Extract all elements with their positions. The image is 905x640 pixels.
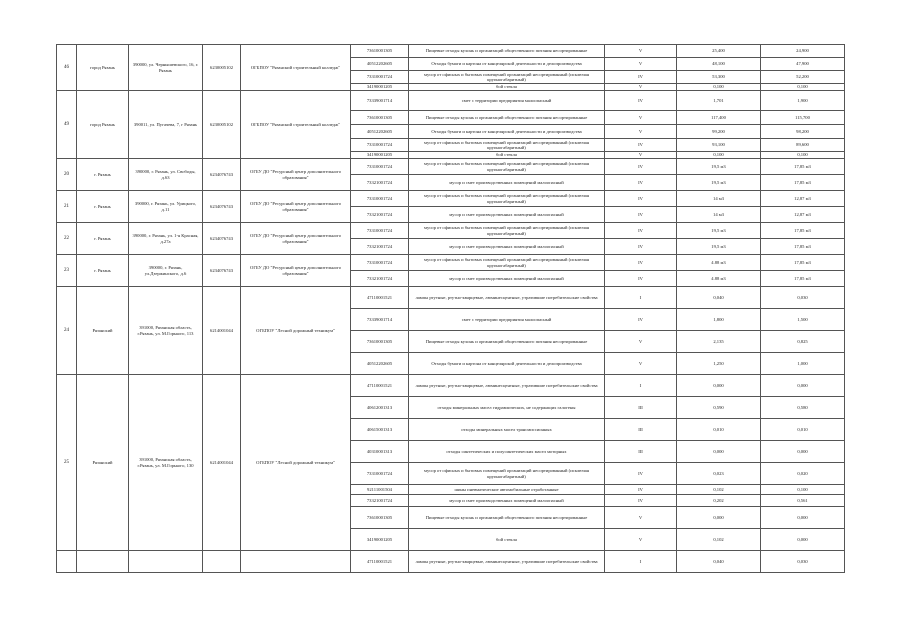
waste-code-cell: 73310001724 — [351, 463, 409, 485]
address-cell: 391000, Рязанская область, г.Рязань, ул. М.Горького, 130 — [129, 375, 203, 551]
hazard-class-cell: V — [605, 125, 677, 139]
table-row — [57, 255, 845, 271]
locality-cell: город Рязань — [77, 45, 129, 91]
entry-number-cell: 21 — [57, 191, 77, 223]
amount-2-cell: 115,700 — [761, 111, 845, 125]
waste-code-cell: 34190001205 — [351, 152, 409, 159]
amount-2-cell: 52,200 — [761, 71, 845, 84]
hazard-class-cell: V — [605, 58, 677, 71]
waste-name-cell: отходы минеральных масел гидравлических, не содержащих галогены — [409, 397, 605, 419]
entry-number-cell: 46 — [57, 45, 77, 91]
amount-1-cell: 0,000 — [677, 375, 761, 397]
waste-code-cell: 47110001521 — [351, 287, 409, 309]
amount-2-cell: 0,030 — [761, 287, 845, 309]
amount-2-cell: 47,900 — [761, 58, 845, 71]
address-cell — [129, 551, 203, 573]
waste-code-cell: 40615001313 — [351, 419, 409, 441]
waste-name-cell: смет с территории предприятия малоопасный — [409, 309, 605, 331]
amount-2-cell: 0,000 — [761, 529, 845, 551]
waste-code-cell: 40512202605 — [351, 58, 409, 71]
hazard-class-cell: III — [605, 441, 677, 463]
waste-code-cell: 73610001305 — [351, 507, 409, 529]
waste-code-cell: 47110001521 — [351, 551, 409, 573]
hazard-class-cell: IV — [605, 175, 677, 191]
waste-name-cell: мусор и смет производственных помещений малоопасный — [409, 207, 605, 223]
locality-cell: Рязанский — [77, 375, 129, 551]
amount-2-cell: 17,85 м3 — [761, 223, 845, 239]
inn-cell: 6230005102 — [203, 91, 241, 159]
entry-number-cell: 20 — [57, 159, 77, 191]
waste-name-cell: мусор и смет производственных помещений малоопасный — [409, 271, 605, 287]
waste-code-cell: 73310001724 — [351, 139, 409, 152]
address-cell: 390000, ул. Чернышевского, 16, г. Рязань — [129, 45, 203, 91]
table-row — [57, 551, 845, 573]
waste-code-cell: 73339001714 — [351, 91, 409, 111]
waste-name-cell: смет с территории предприятия малоопасный — [409, 91, 605, 111]
inn-cell — [203, 551, 241, 573]
waste-code-cell: 73321001724 — [351, 239, 409, 255]
organization-cell: ОГБУ ДО "Ресурсный центр дополнительного образования" — [241, 223, 351, 255]
inn-cell: 6214001044 — [203, 375, 241, 551]
waste-code-cell: 73610001305 — [351, 331, 409, 353]
amount-1-cell: 0,023 — [677, 463, 761, 485]
address-cell: 390000, г. Рязань, ул.Дзержинского, д.6 — [129, 255, 203, 287]
amount-2-cell: 0,100 — [761, 152, 845, 159]
amount-2-cell: 0,580 — [761, 397, 845, 419]
table-row — [57, 375, 845, 397]
hazard-class-cell: V — [605, 331, 677, 353]
amount-1-cell: 25,400 — [677, 45, 761, 58]
amount-1-cell: 0,202 — [677, 495, 761, 507]
amount-1-cell: 0,000 — [677, 441, 761, 463]
amount-2-cell: 0,030 — [761, 551, 845, 573]
amount-1-cell: 19,5 м3 — [677, 175, 761, 191]
inn-cell: 6230005102 — [203, 45, 241, 91]
organization-cell: ОГБПОУ "Рязанский строительный колледж" — [241, 91, 351, 159]
amount-1-cell: 0,040 — [677, 287, 761, 309]
hazard-class-cell: I — [605, 287, 677, 309]
amount-2-cell: 0,825 — [761, 331, 845, 353]
amount-1-cell: 117,400 — [677, 111, 761, 125]
waste-name-cell: отходы минеральных масел трансмиссионных — [409, 419, 605, 441]
amount-1-cell: 4.88 м3 — [677, 271, 761, 287]
address-cell: 390000, г. Рязань, ул. Урицкого, д.11 — [129, 191, 203, 223]
amount-2-cell: 0,020 — [761, 463, 845, 485]
hazard-class-cell: IV — [605, 91, 677, 111]
organization-cell: ОГБУ ДО "Ресурсный центр дополнительного образования" — [241, 255, 351, 287]
hazard-class-cell: V — [605, 353, 677, 375]
waste-code-cell: 73610001305 — [351, 111, 409, 125]
amount-1-cell: 0,010 — [677, 419, 761, 441]
waste-name-cell: мусор и смет производственных помещений малоопасный — [409, 239, 605, 255]
entry-number-cell: 22 — [57, 223, 77, 255]
amount-1-cell: 19,5 м3 — [677, 159, 761, 175]
waste-name-cell: Отходы бумаги и картона от канцелярской деятельности и делопроизводства — [409, 125, 605, 139]
waste-name-cell: мусор от офисных и бытовых помещений организаций несортированный (исключая крупногабаритный) — [409, 159, 605, 175]
amount-2-cell: 12,87 м3 — [761, 207, 845, 223]
locality-cell — [77, 551, 129, 573]
address-cell: 390011, ул. Пугачева, 7, г Рязань — [129, 91, 203, 159]
amount-2-cell: 98,200 — [761, 125, 845, 139]
waste-code-cell: 73310001724 — [351, 223, 409, 239]
waste-name-cell: лампы ртутные, ртутно-кварцевые, люминесцентные, утратившие потребительские свойства — [409, 551, 605, 573]
waste-name-cell: мусор от офисных и бытовых помещений организаций несортированный (исключая крупногабаритный) — [409, 223, 605, 239]
amount-1-cell: 19,5 м3 — [677, 223, 761, 239]
amount-1-cell: 93,100 — [677, 139, 761, 152]
table-row — [57, 159, 845, 175]
inn-cell: 6234076743 — [203, 223, 241, 255]
waste-name-cell: мусор и смет производственных помещений малоопасный — [409, 175, 605, 191]
table-row — [57, 287, 845, 309]
locality-cell: г. Рязань — [77, 191, 129, 223]
table-row — [57, 191, 845, 207]
waste-code-cell: 73339001714 — [351, 309, 409, 331]
waste-name-cell: мусор от офисных и бытовых помещений организаций несортированный (исключая крупногабаритный) — [409, 463, 605, 485]
organization-cell: ОГБПОУ "Лесной дорожный техникум" — [241, 287, 351, 375]
amount-1-cell: 99,200 — [677, 125, 761, 139]
inn-cell: 6234076743 — [203, 255, 241, 287]
waste-name-cell: Отходы бумаги и картона от канцелярской деятельности и делопроизводства — [409, 58, 605, 71]
organization-cell: ОГБУ ДО "Ресурсный центр дополнительного образования" — [241, 191, 351, 223]
hazard-class-cell: IV — [605, 463, 677, 485]
amount-1-cell: 1,250 — [677, 353, 761, 375]
waste-name-cell: лампы ртутные, ртутно-кварцевые, люминесцентные, утратившие потребительские свойства — [409, 375, 605, 397]
organization-cell: ОГБУ ДО "Ресурсный центр дополнительного образования" — [241, 159, 351, 191]
hazard-class-cell: IV — [605, 485, 677, 495]
waste-name-cell: бой стекла — [409, 84, 605, 91]
amount-1-cell: 1,701 — [677, 91, 761, 111]
hazard-class-cell: IV — [605, 255, 677, 271]
hazard-class-cell: IV — [605, 309, 677, 331]
amount-2-cell: 12,87 м3 — [761, 191, 845, 207]
entry-number-cell: 23 — [57, 255, 77, 287]
waste-code-cell: 73321001724 — [351, 271, 409, 287]
waste-name-cell: бой стекла — [409, 529, 605, 551]
amount-2-cell: 0,000 — [761, 441, 845, 463]
hazard-class-cell: IV — [605, 207, 677, 223]
locality-cell: Рязанский — [77, 287, 129, 375]
organization-cell: ОГБПОУ "Рязанский строительный колледж" — [241, 45, 351, 91]
waste-name-cell: Пищевые отходы кухонь и организаций общественного питания несортированные — [409, 331, 605, 353]
waste-name-cell: мусор от офисных и бытовых помещений организаций несортированный (исключая крупногабаритный) — [409, 191, 605, 207]
waste-name-cell: шины пневматические автомобильные отработанные — [409, 485, 605, 495]
amount-1-cell: 48,100 — [677, 58, 761, 71]
entry-number-cell: 49 — [57, 91, 77, 159]
hazard-class-cell: III — [605, 397, 677, 419]
waste-code-cell: 40512202605 — [351, 125, 409, 139]
amount-2-cell: 0,000 — [761, 507, 845, 529]
hazard-class-cell: IV — [605, 223, 677, 239]
inn-cell: 6214001044 — [203, 287, 241, 375]
hazard-class-cell: V — [605, 84, 677, 91]
amount-2-cell: 0,100 — [761, 485, 845, 495]
amount-1-cell: 1,800 — [677, 309, 761, 331]
waste-code-cell: 34190001205 — [351, 84, 409, 91]
amount-1-cell: 0,100 — [677, 152, 761, 159]
hazard-class-cell: IV — [605, 495, 677, 507]
waste-code-cell: 73310001724 — [351, 191, 409, 207]
locality-cell: г. Рязань — [77, 223, 129, 255]
hazard-class-cell: III — [605, 419, 677, 441]
waste-name-cell: мусор от офисных и бытовых помещений организаций несортированный (исключая крупногабаритный) — [409, 139, 605, 152]
waste-name-cell: Пищевые отходы кухонь и организаций общественного питания несортированные — [409, 111, 605, 125]
hazard-class-cell: V — [605, 152, 677, 159]
hazard-class-cell: IV — [605, 191, 677, 207]
amount-1-cell: 0,102 — [677, 529, 761, 551]
address-cell: 390000, г. Рязань, ул. 1-я Красная, д.27а — [129, 223, 203, 255]
waste-name-cell: Пищевые отходы кухонь и организаций общественного питания несортированные — [409, 45, 605, 58]
waste-code-cell: 40512202605 — [351, 353, 409, 375]
amount-2-cell: 0,010 — [761, 419, 845, 441]
waste-name-cell: мусор от офисных и бытовых помещений организаций несортированный (исключая крупногабаритный) — [409, 255, 605, 271]
waste-code-cell: 73321001724 — [351, 495, 409, 507]
waste-code-cell: 40310001313 — [351, 441, 409, 463]
waste-code-cell: 40612001313 — [351, 397, 409, 419]
entry-number-cell: 25 — [57, 375, 77, 551]
amount-1-cell: 0,100 — [677, 84, 761, 91]
amount-1-cell: 19,5 м3 — [677, 239, 761, 255]
amount-2-cell: 89,600 — [761, 139, 845, 152]
amount-2-cell: 1,000 — [761, 353, 845, 375]
hazard-class-cell: I — [605, 375, 677, 397]
waste-name-cell: лампы ртутные, ртутно-кварцевые, люминесцентные, утратившие потребительские свойства — [409, 287, 605, 309]
amount-2-cell: 0,100 — [761, 84, 845, 91]
amount-2-cell: 0,561 — [761, 495, 845, 507]
amount-2-cell: 17,85 м3 — [761, 255, 845, 271]
waste-code-cell: 92111001504 — [351, 485, 409, 495]
hazard-class-cell: IV — [605, 159, 677, 175]
hazard-class-cell: V — [605, 45, 677, 58]
entry-number-cell — [57, 551, 77, 573]
entry-number-cell: 24 — [57, 287, 77, 375]
hazard-class-cell: V — [605, 529, 677, 551]
hazard-class-cell: V — [605, 111, 677, 125]
hazard-class-cell: IV — [605, 271, 677, 287]
amount-1-cell: 4.88 м3 — [677, 255, 761, 271]
waste-name-cell: бой стекла — [409, 152, 605, 159]
amount-1-cell: 0,000 — [677, 507, 761, 529]
hazard-class-cell: I — [605, 551, 677, 573]
inn-cell: 6234076743 — [203, 159, 241, 191]
amount-2-cell: 24,900 — [761, 45, 845, 58]
locality-cell: город Рязань — [77, 91, 129, 159]
amount-1-cell: 2,135 — [677, 331, 761, 353]
amount-2-cell: 17,85 м3 — [761, 175, 845, 191]
amount-1-cell: 0,590 — [677, 397, 761, 419]
organization-cell: ОГБПОУ "Лесной дорожный техникум" — [241, 375, 351, 551]
amount-1-cell: 53,300 — [677, 71, 761, 84]
amount-1-cell: 0,102 — [677, 485, 761, 495]
hazard-class-cell: IV — [605, 239, 677, 255]
locality-cell: г. Рязань — [77, 255, 129, 287]
amount-1-cell: 0,040 — [677, 551, 761, 573]
waste-code-cell: 73321001724 — [351, 175, 409, 191]
hazard-class-cell: IV — [605, 139, 677, 152]
amount-2-cell: 1,500 — [761, 309, 845, 331]
waste-code-cell: 73310001724 — [351, 159, 409, 175]
waste-code-cell: 34190001205 — [351, 529, 409, 551]
waste-name-cell: мусор от офисных и бытовых помещений организаций несортированный (исключая крупногабаритный) — [409, 71, 605, 84]
amount-2-cell: 17,85 м3 — [761, 271, 845, 287]
amount-1-cell: 14 м3 — [677, 207, 761, 223]
table-row — [57, 45, 845, 58]
amount-1-cell: 14 м3 — [677, 191, 761, 207]
waste-name-cell: отходы синтетических и полусинтетических масел моторных — [409, 441, 605, 463]
waste-code-cell: 73310001724 — [351, 255, 409, 271]
hazard-class-cell: IV — [605, 71, 677, 84]
locality-cell: г. Рязань — [77, 159, 129, 191]
waste-name-cell: Отходы бумаги и картона от канцелярской деятельности и делопроизводства — [409, 353, 605, 375]
table-row — [57, 223, 845, 239]
waste-code-cell: 73610001305 — [351, 45, 409, 58]
table-body — [57, 45, 845, 573]
hazard-class-cell: V — [605, 507, 677, 529]
waste-records-table — [56, 44, 845, 573]
address-cell: 390000, г. Рязань, ул. Свободы, д.63 — [129, 159, 203, 191]
address-cell: 391000, Рязанская область, г.Рязань, ул. М.Горького, 113 — [129, 287, 203, 375]
amount-2-cell: 1,900 — [761, 91, 845, 111]
waste-name-cell: мусор и смет производственных помещений малоопасный — [409, 495, 605, 507]
waste-code-cell: 47110001521 — [351, 375, 409, 397]
amount-2-cell: 17,85 м3 — [761, 159, 845, 175]
organization-cell — [241, 551, 351, 573]
waste-code-cell: 73321001724 — [351, 207, 409, 223]
inn-cell: 6234076743 — [203, 191, 241, 223]
amount-2-cell: 0,000 — [761, 375, 845, 397]
waste-code-cell: 73310001724 — [351, 71, 409, 84]
waste-name-cell: Пищевые отходы кухонь и организаций общественного питания несортированные — [409, 507, 605, 529]
amount-2-cell: 17,85 м3 — [761, 239, 845, 255]
table-row — [57, 91, 845, 111]
